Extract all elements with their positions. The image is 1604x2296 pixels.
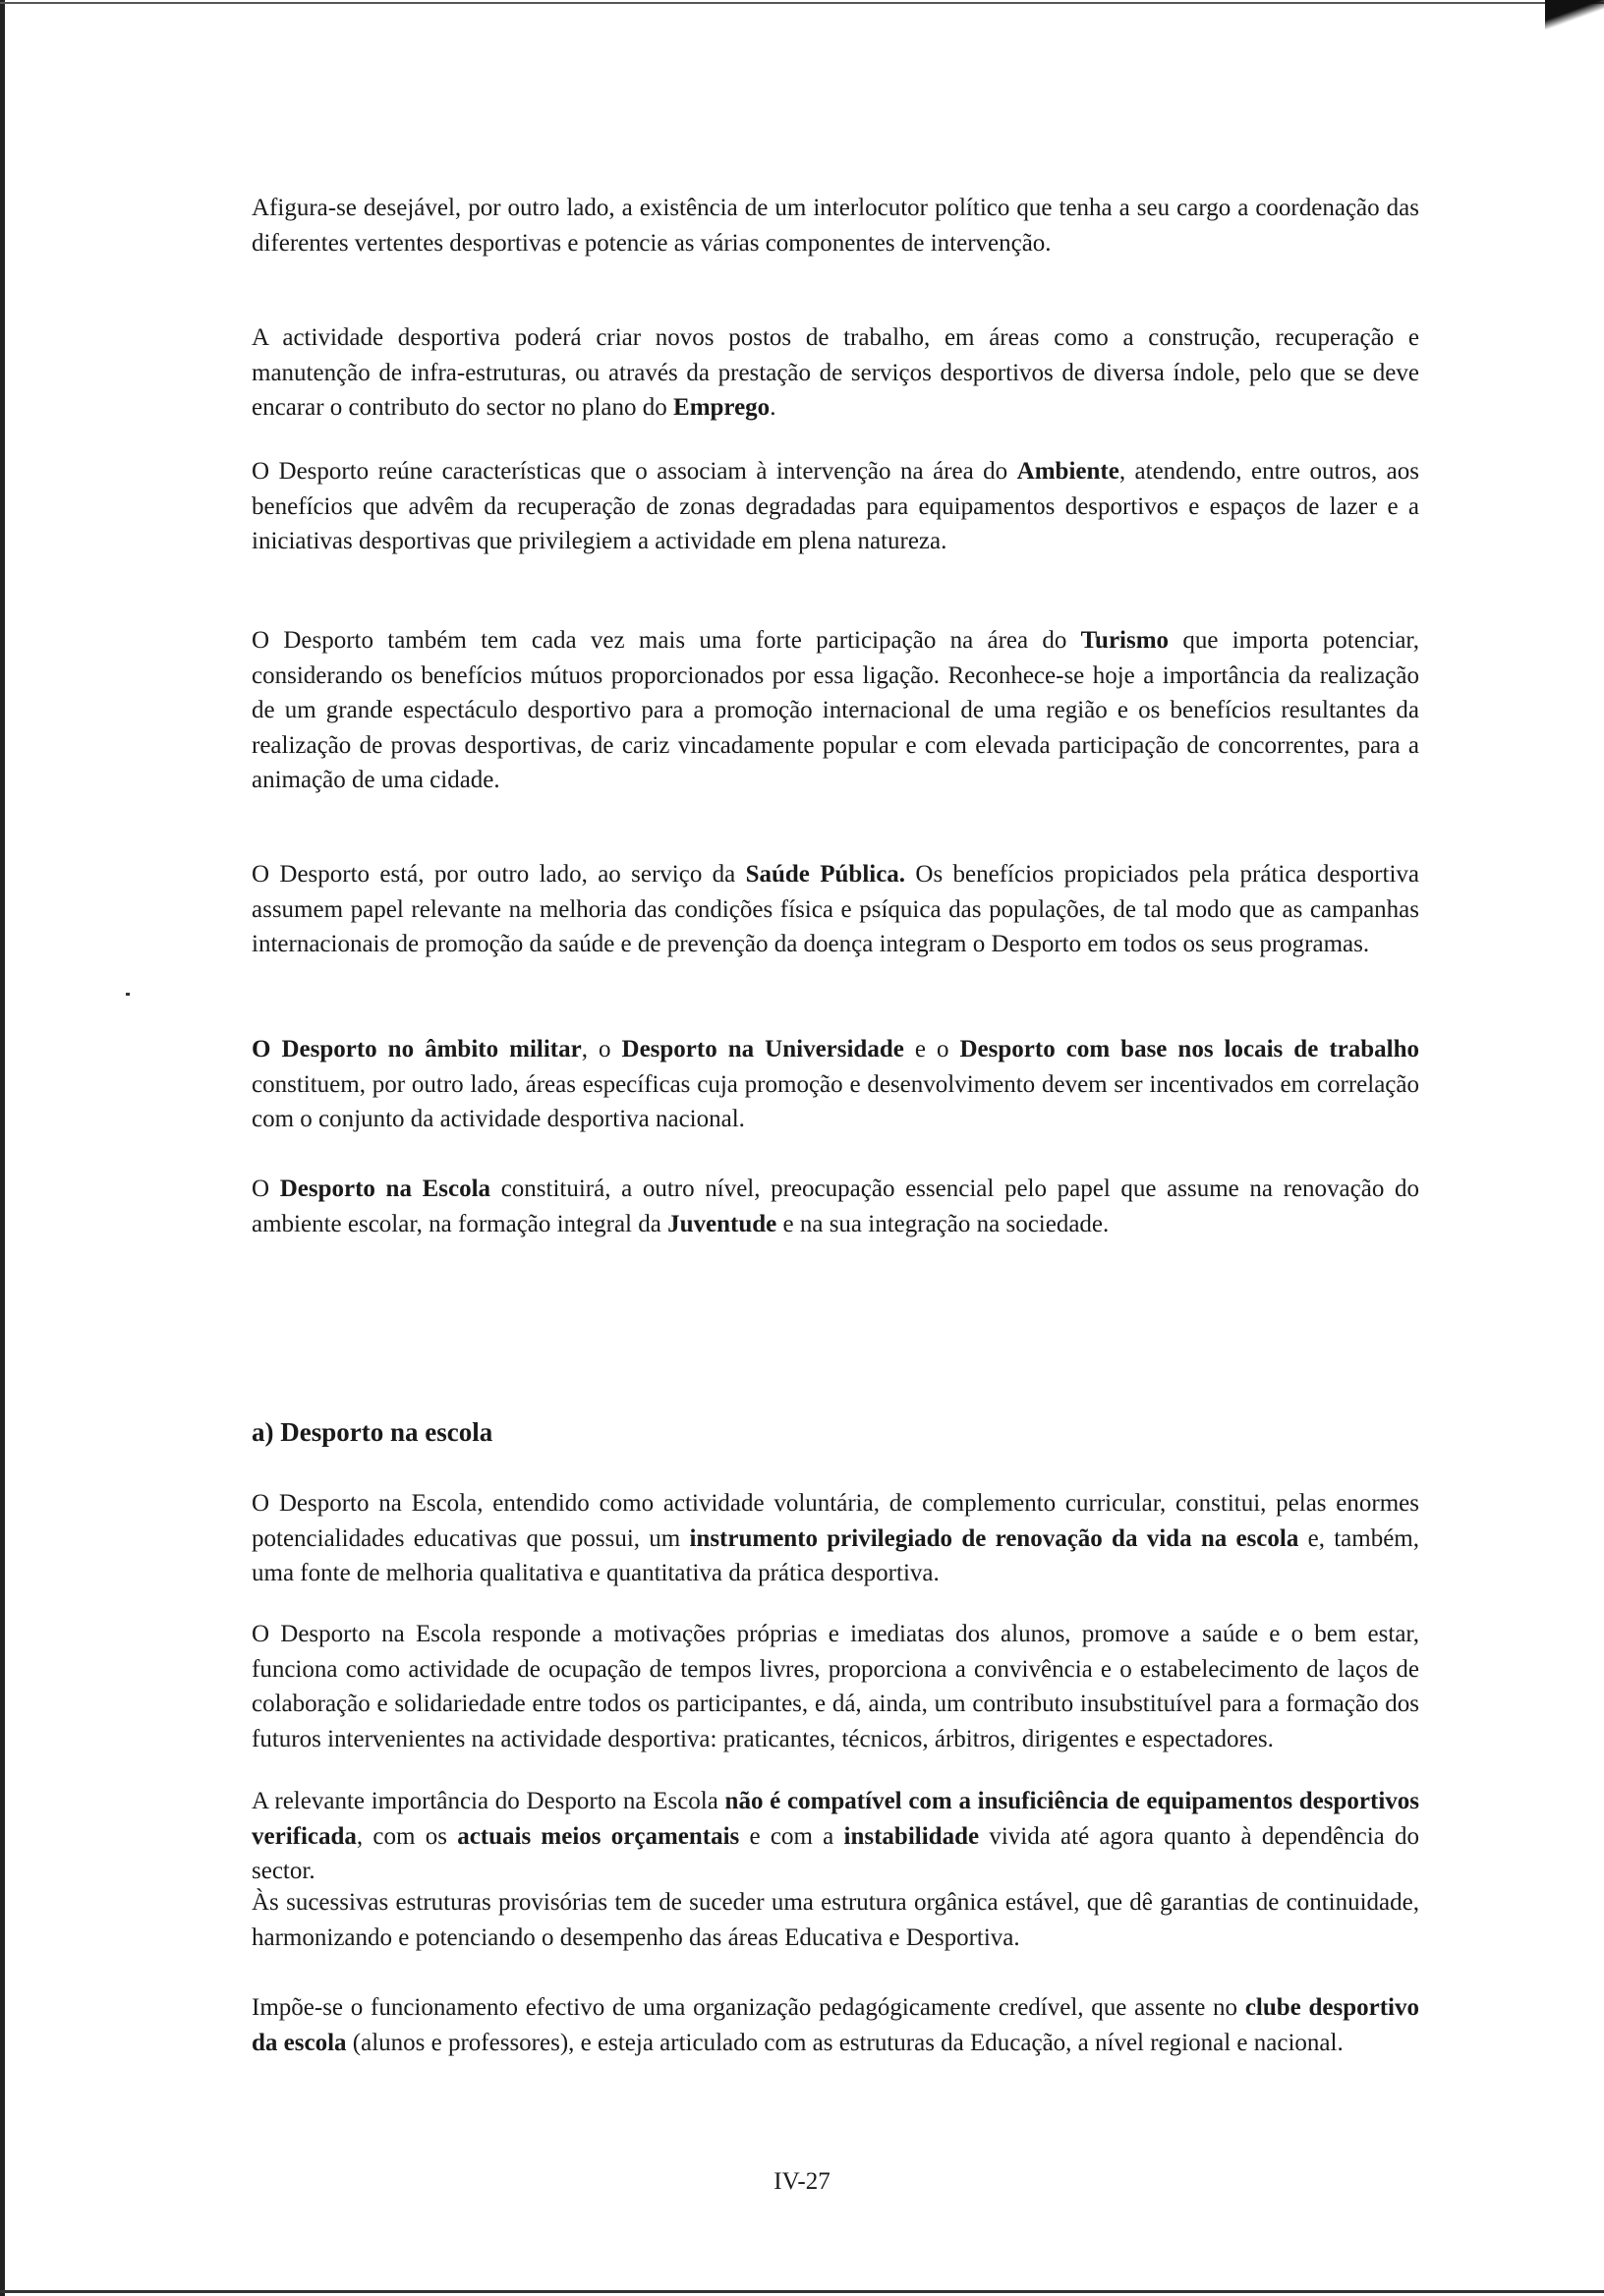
text-run: e o: [903, 1036, 960, 1062]
scan-border-left: [0, 0, 5, 2296]
paragraph: [252, 1990, 1419, 2060]
scan-border-top: [0, 2, 1604, 4]
text-run: vivida até agora quanto à dependência do sector.: [252, 1822, 1419, 1884]
scan-border-bottom: [0, 2290, 1604, 2293]
text-run: O Desporto está, por outro lado, ao serviço da: [252, 861, 746, 888]
paragraph: [252, 1486, 1419, 1591]
paragraph: [252, 623, 1419, 798]
text-run: Impõe-se o funcionamento efectivo de uma organização pedagógicamente credível, que assente no: [252, 1994, 1245, 2021]
bold-text: instabilidade: [843, 1822, 980, 1850]
paragraph: [252, 857, 1419, 962]
paragraph: [252, 1172, 1419, 1241]
bold-text: Juventude: [667, 1210, 777, 1237]
text-run: e, também, uma fonte de melhoria qualitativa e quantitativa da prática desportiva.: [252, 1524, 1419, 1586]
scan-speck: [126, 993, 130, 996]
text-run: A relevante importância do Desporto na Escola: [252, 1788, 725, 1814]
text-run: O Desporto na Escola responde a motivações próprias e imediatas dos alunos, promove a saúde e o bem estar, funciona como actividade de ocupação de tempos livres, proporciona a convivência e o estabelecimento de laços de colaboração e solidariedade entre todos os participantes, e dá, ainda, um contributo insubstituível para a formação dos futuros intervenientes na actividade desportiva: praticantes, técnicos, árbitros, dirigentes e espectadores.: [252, 1621, 1419, 1752]
text-run: e com a: [739, 1822, 844, 1850]
text-run: A actividade desportiva poderá criar novos postos de trabalho, em áreas como a construção, recuperação e manutenção de infra-estruturas, ou através da prestação de serviços desportivos de diversa índole, pelo que se deve encarar o contributo do sector no plano do: [252, 324, 1419, 421]
bold-text: actuais meios orçamentais: [457, 1822, 740, 1850]
text-run: Os benefícios propiciados pela prática desportiva assumem papel relevante na melhoria das condições física e psíquica das populações, de tal modo que as campanhas internacionais de promoção da saúde e de prevenção da doença integram o Desporto em todos os seus programas.: [252, 861, 1419, 957]
bold-text: Saúde Pública.: [745, 861, 906, 888]
text-run: , com os: [356, 1822, 458, 1850]
text-run: constituirá, a outro nível, preocupação essencial pelo papel que assume na renovação do ambiente escolar, na formação integral da: [252, 1176, 1419, 1237]
section-heading: a) Desporto na escola: [252, 1417, 493, 1447]
text-run: , atendendo, entre outros, aos benefícios que advêm da recuperação de zonas degradadas para equipamentos desportivos e espaços de lazer e a iniciativas desportivas que privilegiem a actividade em plena natureza.: [252, 458, 1419, 554]
bold-text: clube desportivo da escola: [252, 1994, 1420, 2056]
paragraph: [252, 1617, 1419, 1756]
text-run: O Desporto também tem cada vez mais uma forte participação na área do: [252, 627, 1081, 654]
bold-text: Desporto na Escola: [279, 1176, 491, 1202]
paragraph: [252, 320, 1419, 426]
text-run: O: [252, 1176, 280, 1202]
scan-corner-smudge: [1545, 0, 1604, 29]
bold-text: Turismo: [1080, 627, 1170, 654]
paragraph: [252, 1784, 1419, 1889]
paragraph: [252, 191, 1419, 260]
text-run: Às sucessivas estruturas provisórias tem de suceder uma estrutura orgânica estável, que dê garantias de continuidade, harmonizando e potenciando o desempenho das áreas Educativa e Desportiva.: [252, 1889, 1419, 1951]
text-run: e na sua integração na sociedade.: [776, 1210, 1110, 1237]
bold-text: Ambiente: [1016, 458, 1119, 485]
page-number: IV-27: [773, 2168, 831, 2195]
bold-text: Desporto com base nos locais de trabalho: [959, 1036, 1419, 1062]
bold-text: O Desporto no âmbito militar: [252, 1036, 582, 1062]
text-run: , o: [581, 1036, 622, 1062]
text-run: constituem, por outro lado, áreas específicas cuja promoção e desenvolvimento devem ser incentivados em correlação com o conjunto da actividade desportiva nacional.: [252, 1070, 1419, 1132]
paragraph: [252, 454, 1419, 559]
bold-text: Emprego: [673, 394, 771, 421]
text-run: O Desporto na Escola, entendido como actividade voluntária, de complemento curricular, constitui, pelas enormes potencialidades educativas que possui, um: [252, 1490, 1419, 1552]
bold-text: Desporto na Universidade: [621, 1036, 904, 1062]
text-run: que importa potenciar, considerando os benefícios mútuos proporcionados por essa ligação. Reconhece-se hoje a importância da realização de um grande espectáculo desportivo para a promoção internacional de uma região e os benefícios resultantes da realização de provas desportivas, de cariz vincadamente popular e com elevada participação de concorrentes, para a animação de uma cidade.: [252, 627, 1419, 793]
bold-text: não é compatível com a insuficiência de equipamentos desportivos verificada: [252, 1788, 1419, 1850]
text-run: .: [770, 394, 776, 421]
text-run: Afigura-se desejável, por outro lado, a existência de um interlocutor político que tenha a seu cargo a coordenação das diferentes vertentes desportivas e potencie as várias componentes de intervenção.: [252, 195, 1419, 257]
paragraph: [252, 1032, 1419, 1137]
text-run: (alunos e professores), e esteja articulado com as estruturas da Educação, a nível regional e nacional.: [346, 2029, 1344, 2056]
bold-text: instrumento privilegiado de renovação da vida na escola: [689, 1524, 1299, 1552]
paragraph: [252, 1885, 1419, 1955]
text-run: O Desporto reúne características que o associam à intervenção na área do: [252, 458, 1017, 485]
